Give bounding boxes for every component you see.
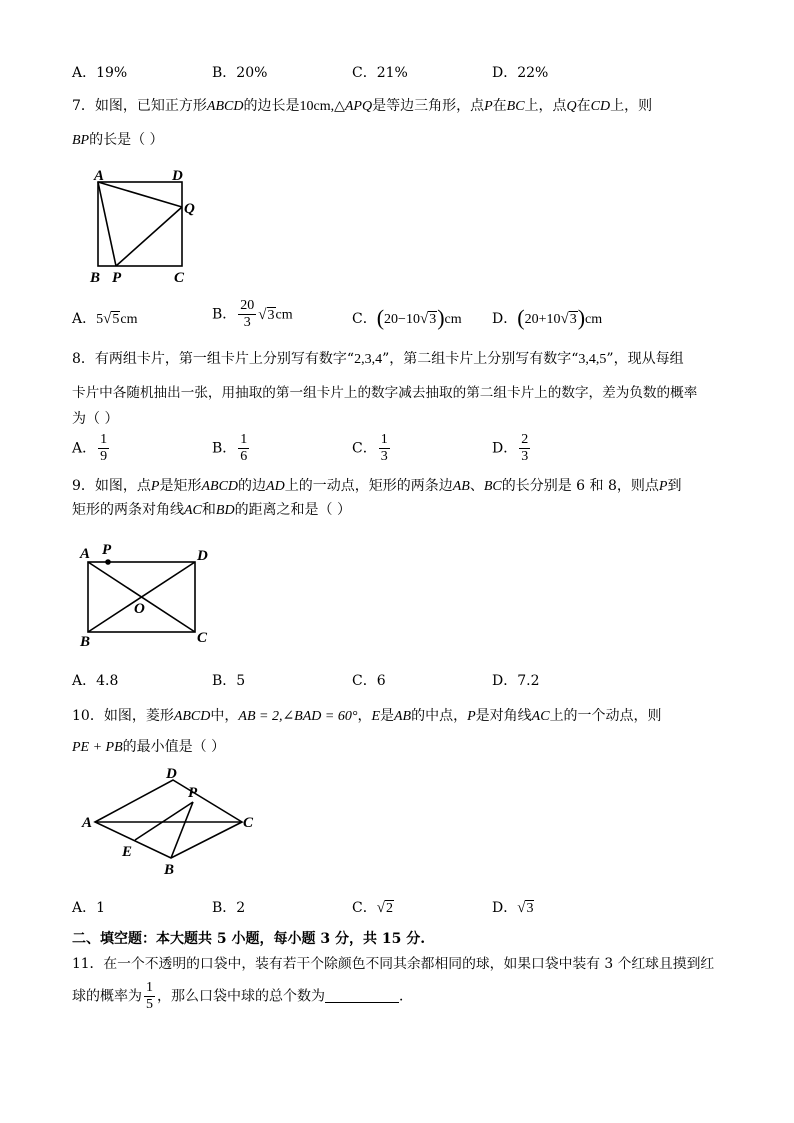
q9-option-c: C．6: [352, 673, 386, 689]
q8-option-c: C． $\frac{1}{3}$: [352, 432, 388, 464]
q10-label-a: A: [82, 815, 93, 831]
q10-option-d: D．√3: [492, 900, 534, 916]
q9-label-p: P: [102, 542, 112, 558]
section-heading: 二、填空题：本大题共 5 小题，每小题 3 分，共 15 分.: [72, 931, 426, 947]
q9-option-d: D．7.2: [492, 673, 540, 689]
q7-label-b: B: [90, 270, 101, 286]
q10-rhombus-figure: [80, 764, 260, 878]
q8-option-a: A． $\frac{1}{9}$: [72, 432, 108, 464]
q7-stem-line1: 7．如图，已知正方形ABCD的边长是10cm,△APQ是等边三角形，点P在BC上，点Q在CD上，则: [72, 98, 653, 114]
q8-stem-line3: 为（ ）: [72, 411, 119, 427]
q10-option-a: A．1: [72, 900, 106, 916]
q10-segment-pb: [171, 802, 193, 858]
q7-label-d: D: [172, 168, 183, 184]
q7-segment-ap: [98, 182, 116, 266]
q9-label-o: O: [134, 601, 145, 617]
q7-label-p: P: [112, 270, 122, 286]
q7-option-b: B． $\frac{20}{3}$ √3cm: [212, 298, 293, 330]
q8-option-b: B． $\frac{1}{6}$: [212, 432, 248, 464]
q10-option-b: B．2: [212, 900, 246, 916]
q10-label-b: B: [164, 862, 175, 878]
q9-stem-line1: 9．如图，点P是矩形ABCD的边AD上的一动点，矩形的两条边AB、BC的长分别是 6 和 8，则点P到: [72, 478, 682, 494]
q9-label-c: C: [197, 630, 208, 646]
q7-segment-aq: [98, 182, 182, 207]
q9-option-b: B．5: [212, 673, 246, 689]
q11-stem-line1: 11．在一个不透明的口袋中，装有若干个除颜色不同其余都相同的球，如果口袋中装有 3 个红球且摸到红: [72, 956, 715, 972]
q9-option-a: A．4.8: [72, 673, 119, 689]
q10-label-d: D: [166, 766, 177, 782]
q10-stem-line2: PE + PB的最小值是（ ）: [72, 739, 226, 755]
q6-option-b: B．20%: [212, 65, 268, 81]
q9-rectangle-figure: [78, 538, 218, 650]
q10-label-c: C: [243, 815, 254, 831]
q9-label-b: B: [80, 634, 91, 650]
q8-stem-line1: 8．有两组卡片，第一组卡片上分别写有数字“2,3,4”，第二组卡片上分别写有数字“3,4,5”，现从每组: [72, 351, 684, 367]
q10-label-e: E: [122, 844, 133, 860]
q10-label-p: P: [188, 785, 198, 801]
q6-option-d: D．22%: [492, 65, 549, 81]
q10-option-c: C．√2: [352, 900, 393, 916]
q7-square-figure: [86, 166, 206, 286]
q8-stem-line2: 卡片中各随机抽出一张，用抽取的第一组卡片上的数字减去抽取的第二组卡片上的数字，差为负数的概率: [72, 385, 698, 401]
q10-segment-pe: [135, 802, 193, 840]
q6-option-a: A．19%: [72, 65, 128, 81]
q7-option-d: D．(20+10√3)cm: [492, 305, 603, 330]
q7-label-a: A: [94, 168, 105, 184]
q10-stem-line1: 10．如图，菱形ABCD中，AB = 2,∠BAD = 60°，E是AB的中点，P是对角线AC上的一个动点，则: [72, 708, 662, 724]
q9-point-p: [105, 559, 111, 565]
q7-label-c: C: [174, 270, 185, 286]
q7-stem-line2: BP的长是（ ）: [72, 132, 164, 148]
q9-stem-line2: 矩形的两条对角线AC和BD的距离之和是（ ）: [72, 502, 352, 518]
q8-option-d: D． $\frac{2}{3}$: [492, 432, 529, 464]
q6-option-c: C．21%: [352, 65, 408, 81]
q11-answer-blank[interactable]: [325, 988, 399, 1003]
q9-label-a: A: [80, 546, 91, 562]
q7-segment-pq: [116, 207, 182, 266]
q7-label-q: Q: [184, 201, 195, 217]
q7-option-c: C．(20−10√3)cm: [352, 305, 462, 330]
q11-stem-line2: 球的概率为 $\frac{1}{5}$ ，那么口袋中球的总个数为 ．: [72, 980, 413, 1012]
q9-label-d: D: [197, 548, 208, 564]
q7-option-a: A．5√5cm: [72, 311, 138, 327]
